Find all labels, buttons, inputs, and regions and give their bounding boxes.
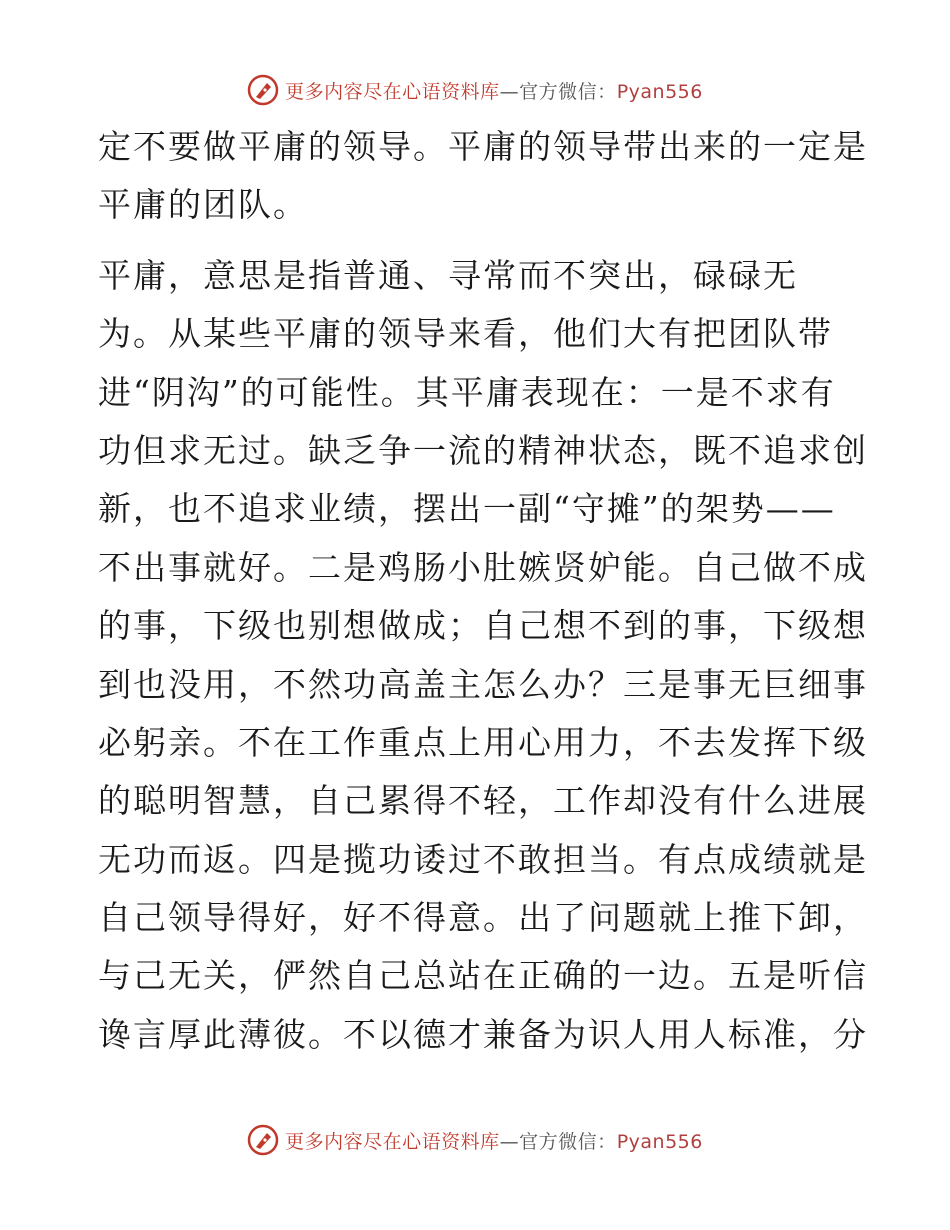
text-line: 谗言厚此薄彼。不以德才兼备为识人用人标准，分	[98, 1014, 868, 1054]
watermark-account: Pyan556	[616, 1130, 703, 1153]
paragraph-2	[98, 247, 868, 1064]
text-line: 定不要做平庸的领导。平庸的领导带出来的一定是	[98, 127, 868, 166]
text-line: 新，也不追求业绩，摆出一副“守摊”的架势——	[98, 489, 836, 529]
watermark-text	[285, 77, 703, 104]
watermark-wechat-label: 官方微信：	[519, 1130, 617, 1153]
watermark-banner-bottom	[0, 1120, 950, 1160]
watermark-account: Pyan556	[616, 80, 703, 103]
text-line: 无功而返。四是揽功诿过不敢担当。有点成绩就是	[98, 839, 868, 879]
watermark-main: 更多内容尽在心语资料库	[285, 80, 500, 103]
text-line: 为。从某些平庸的领导来看，他们大有把团队带	[98, 314, 833, 354]
paragraph-gap	[98, 235, 858, 247]
text-line: 的事，下级也别想做成；自己想不到的事，下级想	[98, 606, 868, 646]
text-line: 进“阴沟”的可能性。其平庸表现在：一是不求有	[98, 372, 836, 412]
text-line: 的聪明智慧，自己累得不轻，工作却没有什么进展	[98, 781, 868, 821]
document-body	[98, 118, 868, 1064]
paragraph-1	[98, 118, 868, 235]
text-line: 功但求无过。缺乏争一流的精神状态，既不追求创	[98, 430, 868, 470]
text-line: 到也没用，不然功高盖主怎么办？三是事无巨细事	[98, 664, 868, 704]
pen-nib-logo-icon	[247, 1124, 279, 1156]
watermark-wechat-label: 官方微信：	[519, 80, 617, 103]
text-line: 自己领导得好，好不得意。出了问题就上推下卸，	[98, 898, 868, 938]
watermark-main: 更多内容尽在心语资料库	[285, 1130, 500, 1153]
pen-nib-logo-icon	[247, 74, 279, 106]
watermark-text	[285, 1127, 703, 1154]
watermark-banner-top	[0, 70, 950, 110]
text-line: 与己无关，俨然自己总站在正确的一边。五是听信	[98, 956, 868, 996]
watermark-dash: —	[499, 1130, 520, 1153]
text-line: 平庸，意思是指普通、寻常而不突出，碌碌无	[98, 255, 798, 295]
text-line: 不出事就好。二是鸡肠小肚嫉贤妒能。自己做不成	[98, 547, 868, 587]
text-line: 必躬亲。不在工作重点上用心用力，不去发挥下级	[98, 722, 868, 762]
watermark-dash: —	[499, 80, 520, 103]
text-line: 平庸的团队。	[98, 185, 308, 225]
